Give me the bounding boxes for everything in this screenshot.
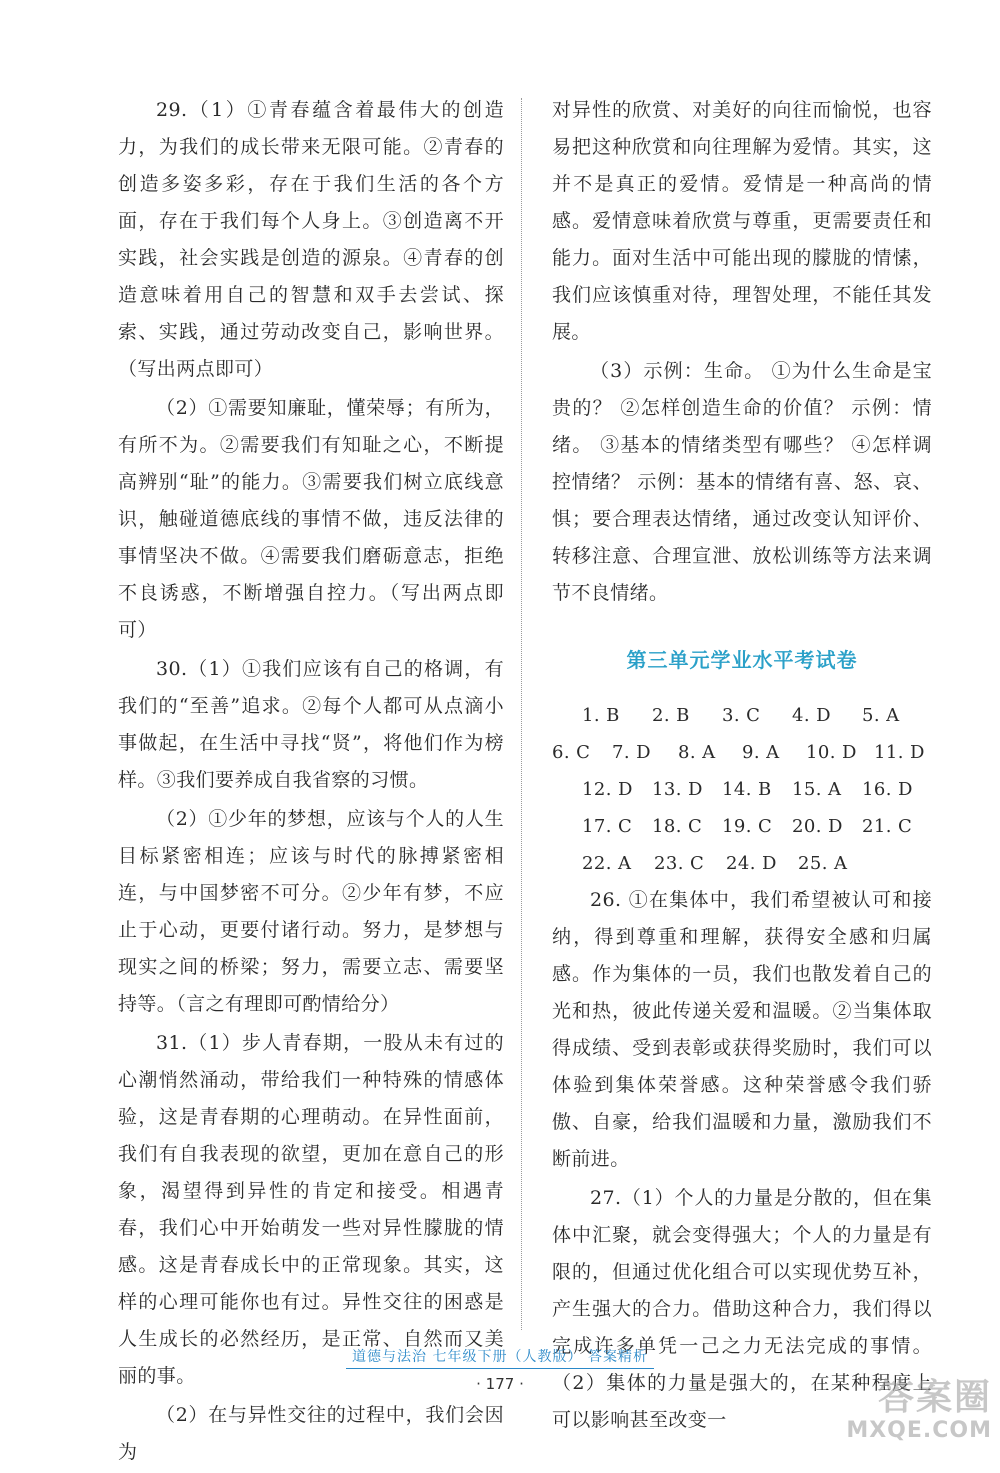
footer-title: 道德与法治 七年级下册（人教版） 答案精析 xyxy=(346,1346,654,1369)
answer-item: 24. D xyxy=(726,853,777,874)
section-title: 第三单元学业水平考试卷 xyxy=(626,648,858,672)
answer-29-2: （2）①需要知廉耻，懂荣辱；有所为，有所不为。②需要我们有知耻之心，不断提高辨别“耻”的能力。③需要我们树立底线意识，触碰道德底线的事情不做，违反法律的事情坚决不做。④需要我们磨砺意志，拒绝不良诱惑，不断增强自控力。（写出两点即可） xyxy=(118,397,504,641)
answer-item: 9. A xyxy=(742,742,780,763)
answer-row xyxy=(552,734,932,771)
answer-row xyxy=(552,697,932,734)
answer-row xyxy=(552,845,932,882)
answer-30-1: 30.（1）①我们应该有自己的格调，有我们的“至善”追求。②每个人都可从点滴小事做起，在生活中寻找“贤”，将他们作为榜样。③我们要养成自我省察的习惯。 xyxy=(118,658,504,791)
page-number: · 177 · xyxy=(476,1375,524,1393)
answer-item: 12. D xyxy=(582,779,633,800)
watermark-url: MXQE.COM xyxy=(846,1418,992,1443)
answer-item: 14. B xyxy=(722,779,772,800)
answer-31-1: 31.（1）步人青春期，一股从未有过的心潮悄然涌动，带给我们一种特殊的情感体验，这是青春期的心理萌动。在异性面前，我们有自我表现的欲望，更加在意自己的形象，渴望得到异性的肯定和接受。相遇青春，我们心中开始萌发一些对异性朦胧的情感。这是青春成长中的正常现象。其实，这样的心理可能你也有过。异性交往的困惑是人生成长的必然经历，是正常、自然而又美丽的事。 xyxy=(118,1032,504,1387)
answer-26: 26. ①在集体中，我们希望被认可和接纳，得到尊重和理解，获得安全感和归属感。作为集体的一员，我们也散发着自己的光和热，彼此传递关爱和温暖。②当集体取得成绩、受到表彰或获得奖励时，我们可以体验到集体荣誉感。这种荣誉感令我们骄傲、自豪，给我们温暖和力量，激励我们不断前进。 xyxy=(552,889,932,1170)
answer-item: 19. C xyxy=(722,816,773,837)
answer-item: 25. A xyxy=(798,853,848,874)
answer-item: 21. C xyxy=(862,816,913,837)
answer-29-1: 29.（1）①青春蕴含着最伟大的创造力，为我们的成长带来无限可能。②青春的创造多姿多彩，存在于我们生活的各个方面，存在于我们每个人身上。③创造离不开实践，社会实践是创造的源泉。④青春的创造意味着用自己的智慧和双手去尝试、探索、实践，通过劳动改变自己，影响世界。（写出两点即可） xyxy=(118,99,504,380)
answer-item: 20. D xyxy=(792,816,843,837)
answer-31-2-start: （2）在与异性交往的过程中，我们会因为 xyxy=(118,1404,504,1463)
answer-item: 7. D xyxy=(612,742,651,763)
answer-item: 10. D xyxy=(806,742,857,763)
answer-item: 6. C xyxy=(552,742,591,763)
answer-30-2: （2）①少年的梦想，应该与个人的人生目标紧密相连；应该与时代的脉搏紧密相连，与中国梦密不可分。②少年有梦，不应止于心动，更要付诸行动。努力，是梦想与现实之间的桥梁；努力，需要立志、需要坚持等。（言之有理即可酌情给分） xyxy=(118,808,504,1015)
watermark-text: 答案圈 xyxy=(877,1377,992,1418)
column-divider xyxy=(521,98,522,1330)
answer-item: 15. A xyxy=(792,779,842,800)
watermark-logo xyxy=(792,1378,992,1450)
answer-item: 4. D xyxy=(792,705,831,726)
answer-item: 5. A xyxy=(862,705,900,726)
answer-item: 16. D xyxy=(862,779,913,800)
multiple-choice-answers xyxy=(552,697,932,882)
answer-item: 2. B xyxy=(652,705,690,726)
answer-item: 11. D xyxy=(874,742,925,763)
answer-item: 8. A xyxy=(678,742,716,763)
answer-item: 17. C xyxy=(582,816,633,837)
answer-item: 1. B xyxy=(582,705,620,726)
answer-row xyxy=(552,808,932,845)
answer-item: 23. C xyxy=(654,853,705,874)
answer-item: 3. C xyxy=(722,705,761,726)
answer-31-3: （3）示例：生命。 ①为什么生命是宝贵的？ ②怎样创造生命的价值？ 示例：情绪。 ③基本的情绪类型有哪些？ ④怎样调控情绪？ 示例：基本的情绪有喜、怒、哀、惧；要合理表达情绪，通过改变认知评价、转移注意、合理宣泄、放松训练等方法来调节不良情绪。 xyxy=(552,360,932,604)
left-column xyxy=(118,92,504,1473)
right-column xyxy=(552,92,932,1441)
answer-item: 13. D xyxy=(652,779,703,800)
answer-27: 27.（1）个人的力量是分散的，但在集体中汇聚，就会变得强大；个人的力量是有限的，但通过优化组合可以实现优势互补，产生强大的合力。借助这种合力，我们得以完成许多单凭一己之力无法完成的事情。（2）集体的力量是强大的，在某种程度上可以影响甚至改变一 xyxy=(552,1187,932,1431)
answer-31-2-cont: 对异性的欣赏、对美好的向往而愉悦，也容易把这种欣赏和向往理解为爱情。其实，这并不是真正的爱情。爱情是一种高尚的情感。爱情意味着欣赏与尊重，更需要责任和能力。面对生活中可能出现的朦胧的情愫，我们应该慎重对待，理智处理，不能任其发展。 xyxy=(552,99,932,343)
answer-item: 18. C xyxy=(652,816,703,837)
answer-item: 22. A xyxy=(582,853,632,874)
answer-row xyxy=(552,771,932,808)
